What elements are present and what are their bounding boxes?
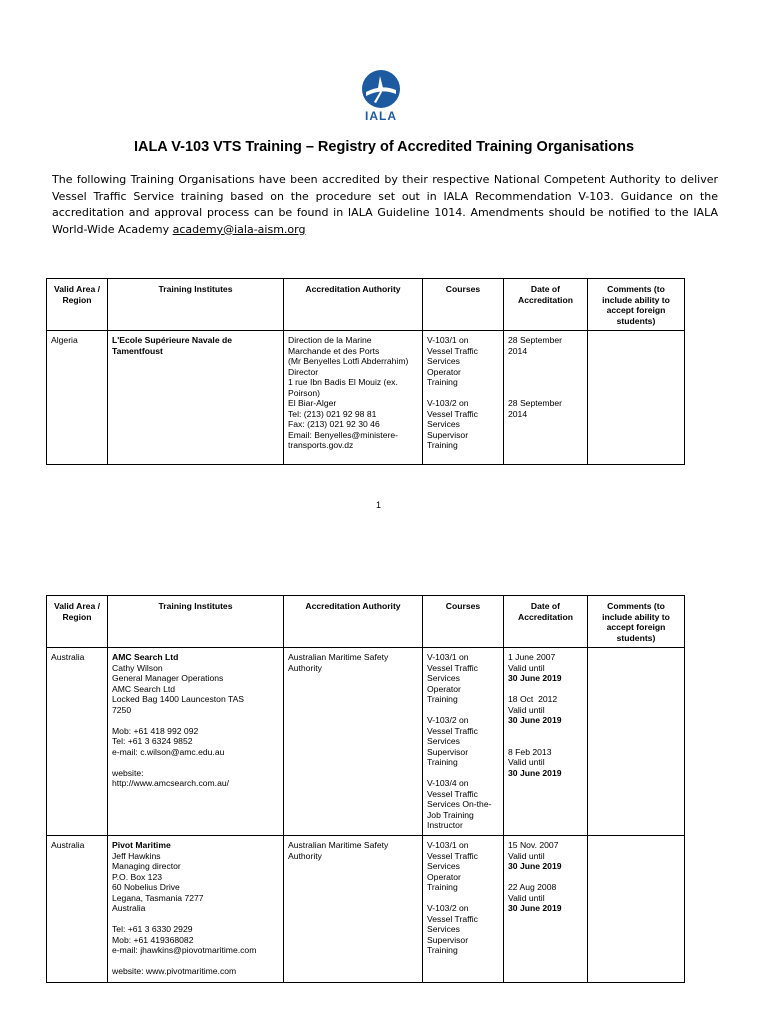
header-institutes: Training Institutes — [108, 279, 284, 331]
course-line: V-103/1 on — [427, 840, 469, 850]
website-label: website: — [112, 966, 146, 976]
course-line: Operator — [427, 871, 461, 882]
header-date: Date of Accreditation — [504, 596, 588, 648]
authority-cell — [284, 331, 423, 465]
table-row — [47, 836, 685, 983]
logo-text: IALA — [365, 109, 397, 123]
comments-cell — [588, 648, 685, 836]
page-number: 1 — [376, 500, 382, 510]
date-cell — [504, 836, 588, 983]
course-line: Services — [427, 924, 460, 934]
region-cell: Australia — [47, 836, 108, 983]
date-cell — [504, 331, 588, 465]
course-line: Vessel Traffic — [427, 913, 478, 924]
institute-cell — [108, 648, 284, 836]
course-line: Vessel Traffic — [427, 345, 478, 356]
header-region: Valid Area / Region — [47, 279, 108, 331]
contact-line: Legana, Tasmania 7277 — [112, 892, 204, 903]
course-line: Instructor — [427, 820, 463, 830]
email-line — [112, 945, 279, 956]
date-line: 2014 — [508, 408, 528, 419]
date-line: 28 September — [508, 398, 562, 408]
table-row — [47, 648, 685, 836]
header-authority: Accreditation Authority — [284, 279, 423, 331]
date-line: 22 Aug 2008 — [508, 882, 557, 892]
valid-until-label: Valid until — [508, 704, 545, 715]
date-line: 2014 — [508, 345, 528, 356]
header-courses: Courses — [423, 596, 504, 648]
comments-cell — [588, 836, 685, 983]
course-line: Vessel Traffic — [427, 725, 478, 736]
intro-paragraph — [52, 172, 718, 238]
authority-line: Email: Benyelles@ministere- — [288, 429, 398, 440]
header-authority: Accreditation Authority — [284, 596, 423, 648]
course-line: Supervisor — [427, 429, 469, 440]
contact-line: Locked Bag 1400 Launceston TAS — [112, 694, 245, 704]
course-line: Supervisor — [427, 934, 469, 945]
course-line: Job Training — [427, 809, 474, 820]
contact-line: Cathy Wilson — [112, 662, 163, 673]
course-line: Training — [427, 945, 458, 955]
website-link[interactable]: www.pivotmaritime.com — [145, 966, 237, 976]
comments-cell — [588, 331, 685, 465]
contact-line: 7250 — [112, 704, 132, 715]
authority-line: Poirson) — [288, 387, 320, 398]
course-line: V-103/2 on — [427, 398, 469, 408]
header-date: Date of Accreditation — [504, 279, 588, 331]
mobile-line: Mob: +61 418 992 092 — [112, 725, 199, 736]
website-label: website: — [112, 767, 144, 778]
valid-until-label: Valid until — [508, 757, 545, 767]
contact-line: Australia — [112, 903, 146, 913]
course-line: Operator — [427, 683, 461, 694]
website-link[interactable]: http://www.amcsearch.com.au/ — [112, 778, 230, 788]
course-line: Training — [427, 440, 458, 450]
courses-cell — [423, 648, 504, 836]
valid-until-date: 30 June 2019 — [508, 903, 562, 913]
courses-cell — [423, 331, 504, 465]
authority-cell — [284, 836, 423, 983]
course-line: Vessel Traffic — [427, 788, 478, 799]
course-line: Services — [427, 356, 460, 366]
table-header-row — [47, 596, 685, 648]
course-line: V-103/2 on — [427, 715, 469, 725]
course-line: V-103/2 on — [427, 903, 469, 913]
institute-cell — [108, 836, 284, 983]
table-row — [47, 331, 685, 465]
contact-line: P.O. Box 123 — [112, 871, 163, 882]
header-comments: Comments (to include ability to accept foreign students) — [588, 596, 685, 648]
course-line: Training — [427, 757, 458, 767]
phone-line: Tel: +61 3 6330 2929 — [112, 924, 193, 934]
course-line: Services — [427, 861, 460, 871]
valid-until-date: 30 June 2019 — [508, 715, 562, 725]
header-region: Valid Area / Region — [47, 596, 108, 648]
course-line: Training — [427, 882, 458, 892]
authority-cell — [284, 648, 423, 836]
authority-line: (Mr Benyelles Lotfi Abderrahim) — [288, 356, 409, 366]
region-cell: Algeria — [47, 331, 108, 465]
email-label: e-mail: — [112, 746, 141, 757]
mobile-line: Mob: +61 419368082 — [112, 934, 194, 945]
header-institutes: Training Institutes — [108, 596, 284, 648]
page-title: IALA V-103 VTS Training – Registry of Accredited Training Organisations — [133, 139, 635, 155]
website-line — [112, 966, 279, 977]
course-line: Vessel Traffic — [427, 408, 478, 419]
course-line: Training — [427, 694, 458, 704]
course-line: Training — [427, 377, 458, 387]
iala-logo-icon — [360, 68, 402, 110]
header-courses: Courses — [423, 279, 504, 331]
authority-line: Authority — [288, 662, 322, 673]
course-line: Services On-the- — [427, 799, 492, 809]
authority-line: Australian Maritime Safety — [288, 840, 389, 850]
authority-line: El Biar-Alger — [288, 398, 337, 408]
authority-line: Direction de la Marine — [288, 335, 372, 345]
date-line: 28 September — [508, 335, 562, 345]
contact-line: Managing director — [112, 861, 181, 871]
authority-line: Tel: (213) 021 92 98 81 — [288, 408, 377, 419]
institute-name: Pivot Maritime — [112, 840, 171, 850]
course-line: V-103/1 on — [427, 335, 469, 345]
region-cell: Australia — [47, 648, 108, 836]
header-comments: Comments (to include ability to accept foreign students) — [588, 279, 685, 331]
email-line — [112, 747, 279, 758]
email-link[interactable]: c.wilson@amc.edu.au — [140, 746, 225, 757]
valid-until-date: 30 June 2019 — [508, 861, 562, 871]
course-line: Operator — [427, 366, 461, 377]
authority-line: Director — [288, 366, 319, 377]
authority-line: Australian Maritime Safety — [288, 652, 389, 662]
valid-until-label: Valid until — [508, 892, 545, 903]
contact-line: 60 Nobelius Drive — [112, 882, 180, 892]
course-line: Services — [427, 419, 460, 429]
phone-line: Tel: +61 3 6324 9852 — [112, 736, 193, 746]
institute-cell: L'Ecole Supérieure Navale de Tamentfoust — [108, 331, 284, 465]
academy-email-link[interactable]: academy@iala-aism.org — [172, 222, 306, 236]
course-line: Services — [427, 736, 460, 746]
authority-line: Fax: (213) 021 92 30 46 — [288, 419, 380, 429]
date-line: 15 Nov. 2007 — [508, 840, 559, 850]
valid-until-label: Valid until — [508, 850, 545, 861]
courses-cell — [423, 836, 504, 983]
authority-line: Authority — [288, 850, 322, 861]
date-cell — [504, 648, 588, 836]
authority-line: 1 rue Ibn Badis El Mouiz (ex. — [288, 377, 398, 387]
course-line: V-103/1 on — [427, 652, 469, 662]
table-header-row — [47, 279, 685, 331]
course-line: Services — [427, 673, 460, 683]
registry-table-2 — [46, 595, 685, 983]
date-line: 18 Oct 2012 — [508, 694, 558, 704]
contact-line: Jeff Hawkins — [112, 850, 161, 861]
email-link[interactable]: jhawkins@piovotmaritime.com — [140, 945, 257, 955]
course-line: V-103/4 on — [427, 778, 469, 788]
course-line: Vessel Traffic — [427, 662, 478, 673]
authority-line: Marchande et des Ports — [288, 345, 380, 356]
valid-until-date: 30 June 2019 — [508, 767, 562, 778]
valid-until-label: Valid until — [508, 662, 545, 673]
contact-line: General Manager Operations — [112, 673, 224, 683]
course-line: Vessel Traffic — [427, 850, 478, 861]
valid-until-date: 30 June 2019 — [508, 673, 562, 683]
date-line: 8 Feb 2013 — [508, 746, 552, 757]
course-line: Supervisor — [427, 746, 469, 757]
institute-name: AMC Search Ltd — [112, 652, 179, 662]
email-label: e-mail: — [112, 945, 141, 955]
registry-table-1 — [46, 278, 685, 465]
contact-line: AMC Search Ltd — [112, 683, 176, 694]
intro-text: The following Training Organisations have been accredited by their respective National Competent Authority to deliver Vessel Traffic Service training based on the procedure set out in IALA Recommendation V-103. Guidance on the accreditation and approval process can be found in IALA Guideline 1014. Amendments should be notified to the IALA World-Wide Academy — [52, 173, 718, 236]
authority-line: transports.gov.dz — [288, 440, 354, 450]
date-line: 1 June 2007 — [508, 652, 556, 662]
